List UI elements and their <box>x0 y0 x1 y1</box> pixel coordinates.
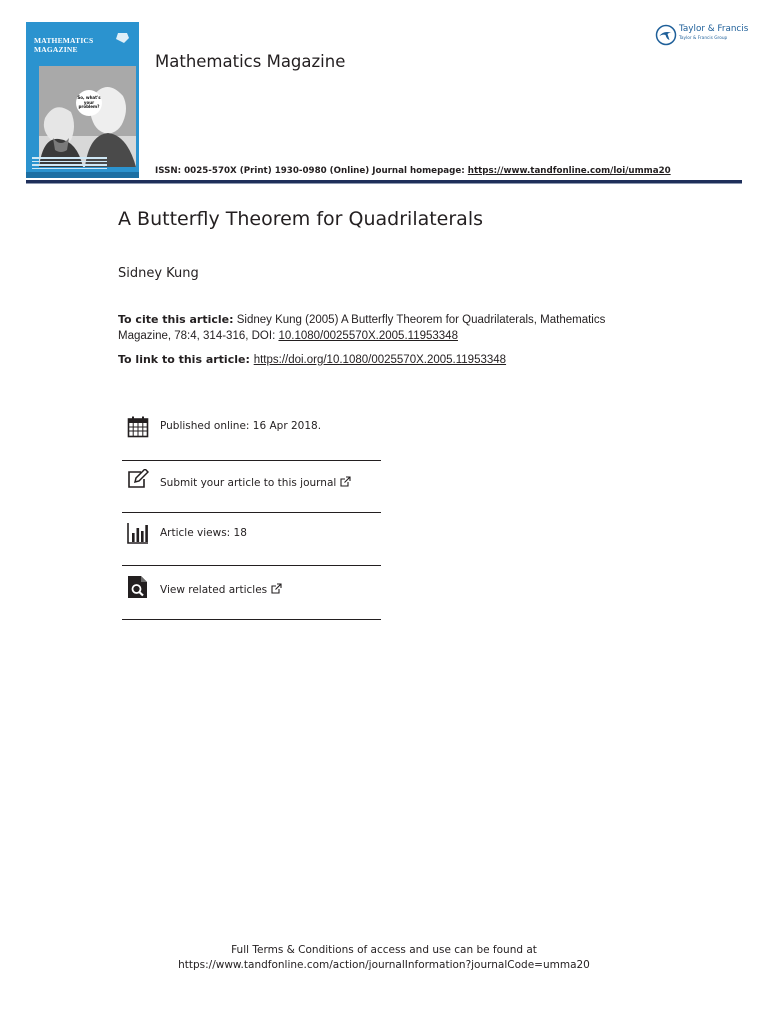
views-row <box>122 513 381 566</box>
related-label: View related articles <box>160 584 268 596</box>
article-link-block <box>118 353 506 366</box>
cover-bottom-strip <box>26 172 139 178</box>
edit-icon <box>127 469 149 491</box>
cover-title <box>34 36 114 54</box>
journal-title: Mathematics Magazine <box>155 52 346 71</box>
journal-cover-image <box>26 22 139 178</box>
footer-terms-link[interactable]: https://www.tandfonline.com/action/journalInformation?journalCode=umma20 <box>178 959 590 971</box>
cover-speech-bubble: So, what's your problem? <box>76 90 102 116</box>
cover-emblem-icon <box>116 32 129 43</box>
cite-doi-link[interactable]: 10.1080/0025570X.2005.11953348 <box>278 330 458 342</box>
citation-block <box>118 312 648 344</box>
article-author: Sidney Kung <box>118 266 199 281</box>
publisher-name: Taylor & Francis <box>679 24 749 34</box>
submit-row[interactable] <box>122 461 381 513</box>
terms-footer <box>0 943 768 973</box>
cite-label: To cite this article: <box>118 313 234 326</box>
article-info-list <box>122 408 381 620</box>
link-label: To link to this article: <box>118 353 254 366</box>
published-row <box>122 408 381 461</box>
cover-title-line2: MAGAZINE <box>34 45 78 54</box>
related-row[interactable] <box>122 566 381 620</box>
issn-text: ISSN: 0025-570X (Print) 1930-0980 (Online) Journal homepage: <box>155 166 468 176</box>
footer-line1: Full Terms & Conditions of access and use can be found at <box>231 944 537 956</box>
view-related-articles-link[interactable] <box>160 583 282 596</box>
submit-label: Submit your article to this journal <box>160 477 337 489</box>
bar-chart-icon <box>127 522 149 544</box>
cover-subtitle-lines <box>32 155 107 169</box>
cover-photo <box>39 66 136 167</box>
external-link-icon <box>271 583 282 594</box>
article-views: Article views: 18 <box>160 527 247 539</box>
cite-text: Sidney Kung (2005) A Butterfly Theorem for Quadrilaterals, Mathematics Magazine, 78:4, 314-316, DOI: <box>118 314 606 342</box>
header-divider-thin <box>26 183 742 184</box>
published-date: Published online: 16 Apr 2018. <box>160 420 322 432</box>
taylor-francis-logo[interactable] <box>655 23 747 47</box>
article-doi-link[interactable]: https://doi.org/10.1080/0025570X.2005.11953348 <box>253 354 507 366</box>
submit-article-link[interactable] <box>160 476 351 489</box>
taylor-francis-logo-icon <box>655 24 677 46</box>
article-title: A Butterfly Theorem for Quadrilaterals <box>118 208 484 230</box>
journal-homepage-link[interactable]: https://www.tandfonline.com/loi/umma20 <box>467 166 671 176</box>
issn-line <box>155 166 671 176</box>
calendar-icon <box>127 416 149 438</box>
search-document-icon <box>127 576 149 598</box>
cover-title-line1: MATHEMATICS <box>34 36 94 45</box>
publisher-group: Taylor & Francis Group <box>679 36 728 41</box>
external-link-icon <box>340 476 351 487</box>
